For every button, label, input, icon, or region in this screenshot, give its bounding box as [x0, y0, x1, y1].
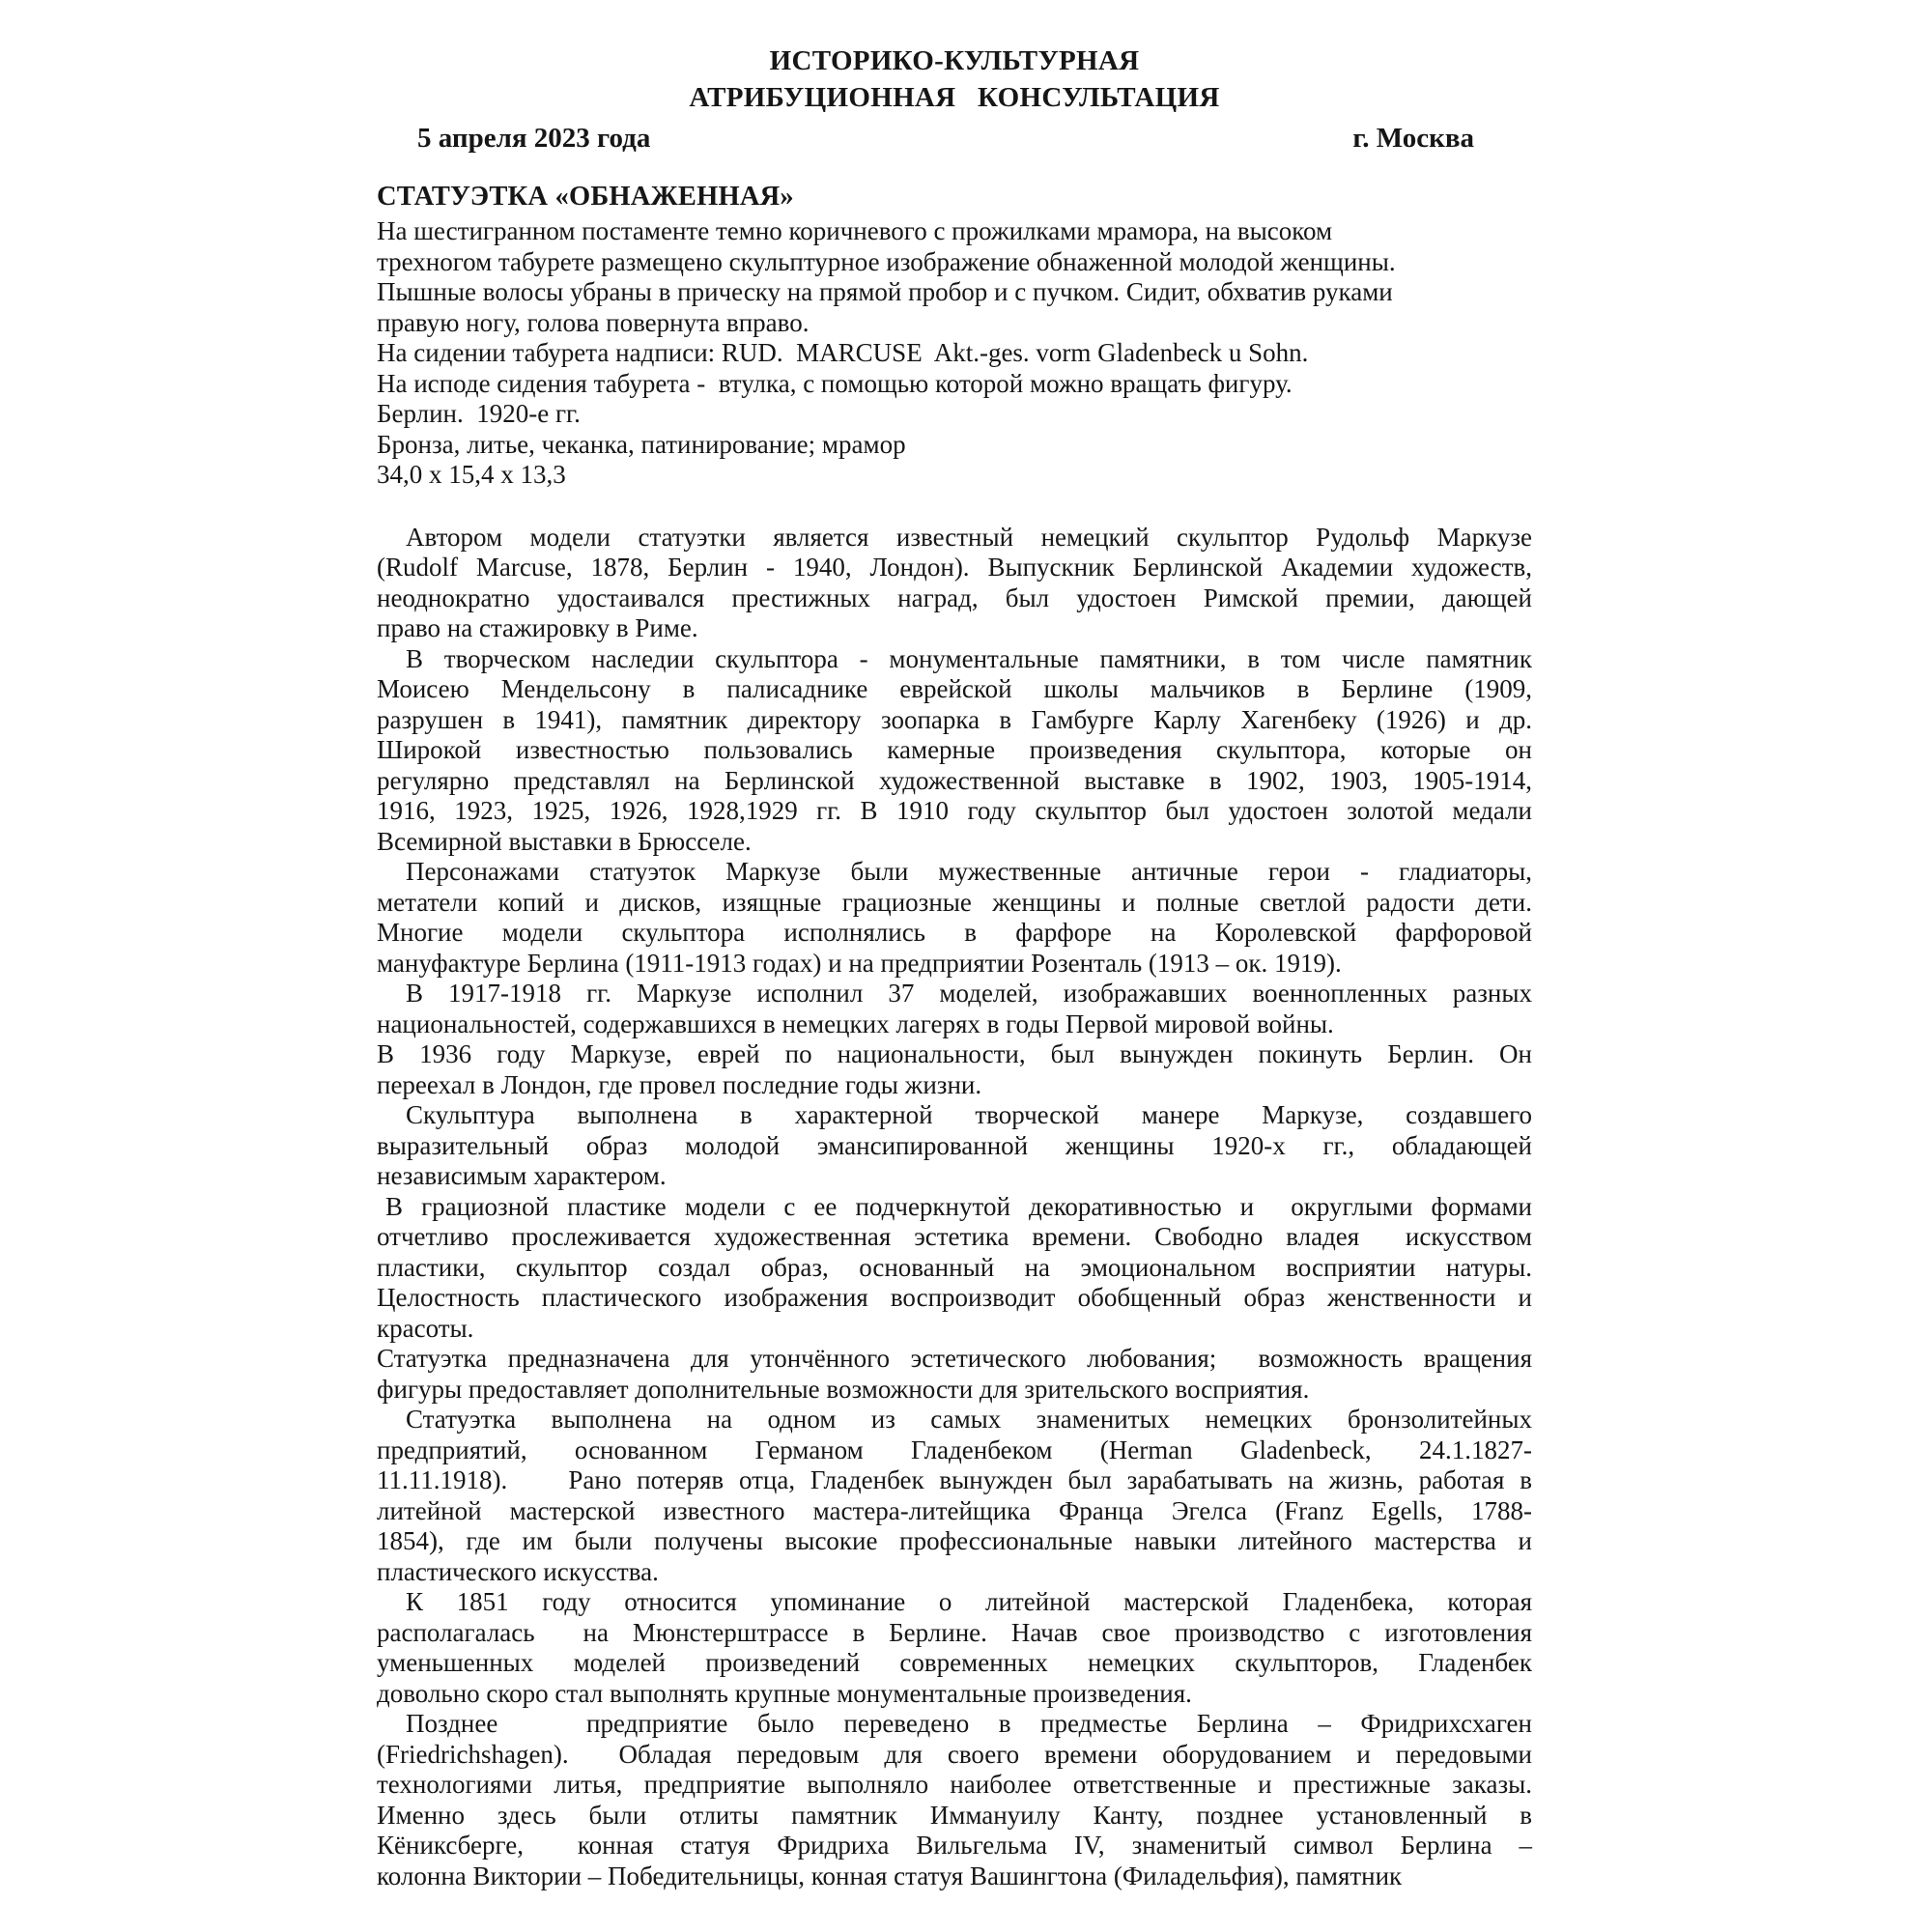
text-line: трехногом табурете размещено скульптурное изображение обнаженной молодой женщины. [377, 246, 1396, 276]
document-content [377, 43, 1532, 1891]
text-line: регулярно представлял на Берлинской художественной выставке в 1902, 1903, 1905-1914, [377, 765, 1532, 795]
text-line: В творческом наследии скульптора - монументальные памятники, в том числе памятник [406, 643, 1532, 673]
item-heading: СТАТУЭТКА «ОБНАЖЕННАЯ» [377, 182, 794, 212]
text-line: располагалась на Мюнстерштрассе в Берлине. Начав свое производство с изготовления [377, 1617, 1532, 1647]
paragraph [377, 523, 1532, 644]
text-line: неоднократно удостаивался престижных наград, был удостоен Римской премии, дающей [377, 582, 1532, 612]
text-line: На шестигранном постаменте темно коричневого с прожилками мрамора, на высоком [377, 216, 1333, 245]
text-line: Позднее предприятие было переведено в предместье Берлина – Фридрихсхаген [406, 1709, 1532, 1738]
text-line: пластического искусства. [377, 1556, 659, 1586]
text-line: Кёниксберге, конная статуя Фридриха Вильгельма IV, знаменитый символ Берлина – [377, 1831, 1532, 1860]
paragraph [377, 644, 1532, 858]
text-line: Всемирной выставки в Брюсселе. [377, 826, 752, 856]
document-city: г. Москва [1352, 123, 1474, 154]
paragraph [377, 1192, 1532, 1345]
text-line: фигуры предоставляет дополнительные возможности для зрительского восприятия. [377, 1374, 1310, 1404]
text-line: Персонажами статуэток Маркузе были мужественные античные герои - гладиаторы, [406, 857, 1532, 886]
text-line: Широкой известностью пользовались камерные произведения скульптора, которые он [377, 735, 1532, 764]
text-line: В 1917-1918 гг. Маркузе исполнил 37 моделей, изображавших военнопленных разных [406, 979, 1532, 1008]
text-line: независимым характером. [377, 1161, 667, 1190]
section-gap [377, 491, 1532, 519]
text-line: 1916, 1923, 1925, 1926, 1928,1929 гг. В 1910 году скульптор был удостоен золотой медали [377, 796, 1532, 825]
text-line: право на стажировку в Риме. [377, 613, 698, 642]
document-body [377, 523, 1532, 1892]
item-description [377, 216, 1532, 491]
document-title-line1: ИСТОРИКО-КУЛЬТУРНАЯ [769, 45, 1140, 76]
text-line: В грациозной пластике модели с ее подчеркнутой декоративностью и округлыми формами [385, 1191, 1532, 1221]
text-line: 34,0 х 15,4 х 13,3 [377, 460, 566, 489]
text-line: пластики, скульптор создал образ, основанный на эмоциональном восприятии натуры. [377, 1252, 1532, 1282]
text-line: Скульптура выполнена в характерной творческой манере Маркузе, создавшего [406, 1100, 1532, 1129]
text-line: колонна Виктории – Победительницы, конная статуя Вашингтона (Филадельфия), памятник [377, 1861, 1403, 1890]
document-title-line2: АТРИБУЦИОННАЯ КОНСУЛЬТАЦИЯ [689, 82, 1220, 113]
paragraph [377, 1100, 1532, 1192]
document-date: 5 апреля 2023 года [417, 123, 651, 154]
text-line: Пышные волосы убраны в прическу на прямой пробор и с пучком. Сидит, обхватив руками [377, 277, 1393, 306]
paragraph [377, 1039, 1532, 1100]
text-line: 11.11.1918). Рано потеряв отца, Гладенбек вынужден был зарабатывать на жизнь, работая в [377, 1465, 1532, 1494]
text-line: Целостность пластического изображения воспроизводит обобщенный образ женственности и [377, 1283, 1532, 1312]
text-line: Автором модели статуэтки является известный немецкий скульптор Рудольф Маркузе [406, 522, 1532, 552]
text-line: метатели копий и дисков, изящные грациозные женщины и полные светлой радости дети. [377, 887, 1532, 917]
text-line: Многие модели скульптора исполнялись в фарфоре на Королевской фарфоровой [377, 918, 1532, 947]
text-line: довольно скоро стал выполнять крупные монументальные произведения. [377, 1678, 1192, 1708]
text-line: На сидении табурета надписи: RUD. MARCUSE Akt.-ges. vorm Gladenbeck u Sohn. [377, 338, 1309, 367]
text-line: Именно здесь были отлиты памятник Иммануилу Канту, позднее установленный в [377, 1800, 1532, 1830]
text-line: предприятий, основанном Германом Гладенбеком (Herman Gladenbeck, 24.1.1827- [377, 1435, 1532, 1464]
paragraph [377, 1405, 1532, 1587]
text-line: литейной мастерской известного мастера-литейщика Франца Эгелса (Franz Egells, 1788- [377, 1495, 1532, 1525]
paragraph [377, 979, 1532, 1039]
paragraph [377, 857, 1532, 979]
text-line: (Rudolf Marcuse, 1878, Берлин - 1940, Лондон). Выпускник Берлинской Академии художеств, [377, 553, 1532, 582]
text-line: уменьшенных моделей произведений современных немецких скульпторов, Гладенбек [377, 1648, 1532, 1677]
text-line: Бронза, литье, чеканка, патинирование; мрамор [377, 429, 906, 459]
text-line: Статуэтка предназначена для утончённого эстетического любования; возможность вращения [377, 1344, 1532, 1373]
text-line: На исподе сидения табурета - втулка, с помощью которой можно вращать фигуру. [377, 368, 1293, 398]
text-line: В 1936 году Маркузе, еврей по национальности, был вынужден покинуть Берлин. Он [377, 1039, 1532, 1068]
text-line: национальностей, содержавшихся в немецких лагерях в годы Первой мировой войны. [377, 1009, 1334, 1038]
text-line: выразительный образ молодой эмансипированной женщины 1920-х гг., обладающей [377, 1130, 1532, 1160]
text-line: (Friedrichshagen). Обладая передовым для своего времени оборудованием и передовыми [377, 1739, 1532, 1769]
paragraph [377, 1344, 1532, 1405]
text-line: отчетливо прослеживается художественная эстетика времени. Свободно владея искусством [377, 1222, 1532, 1251]
text-line: разрушен в 1941), памятник директору зоопарка в Гамбурге Карлу Хагенбеку (1926) и др. [377, 704, 1532, 734]
document-meta-row [377, 122, 1532, 155]
text-line: мануфактуре Берлина (1911-1913 годах) и на предприятии Розенталь (1913 – ок. 1919). [377, 948, 1342, 978]
paragraph [377, 1709, 1532, 1891]
text-line: правую ногу, голова повернута вправо. [377, 307, 810, 337]
paragraph [377, 1587, 1532, 1709]
text-line: 1854), где им были получены высокие профессиональные навыки литейного мастерства и [377, 1526, 1532, 1555]
text-line: Моисею Мендельсону в палисаднике еврейской школы мальчиков в Берлине (1909, [377, 674, 1532, 703]
text-line: К 1851 году относится упоминание о литейной мастерской Гладенбека, которая [406, 1587, 1532, 1616]
text-line: Берлин. 1920-е гг. [377, 399, 581, 428]
text-line: переехал в Лондон, где провел последние годы жизни. [377, 1069, 982, 1099]
text-line: Статуэтка выполнена на одном из самых знаменитых немецких бронзолитейных [406, 1405, 1532, 1434]
text-line: технологиями литья, предприятие выполняло наиболее ответственные и престижные заказы. [377, 1770, 1532, 1799]
text-line: красоты. [377, 1313, 474, 1343]
